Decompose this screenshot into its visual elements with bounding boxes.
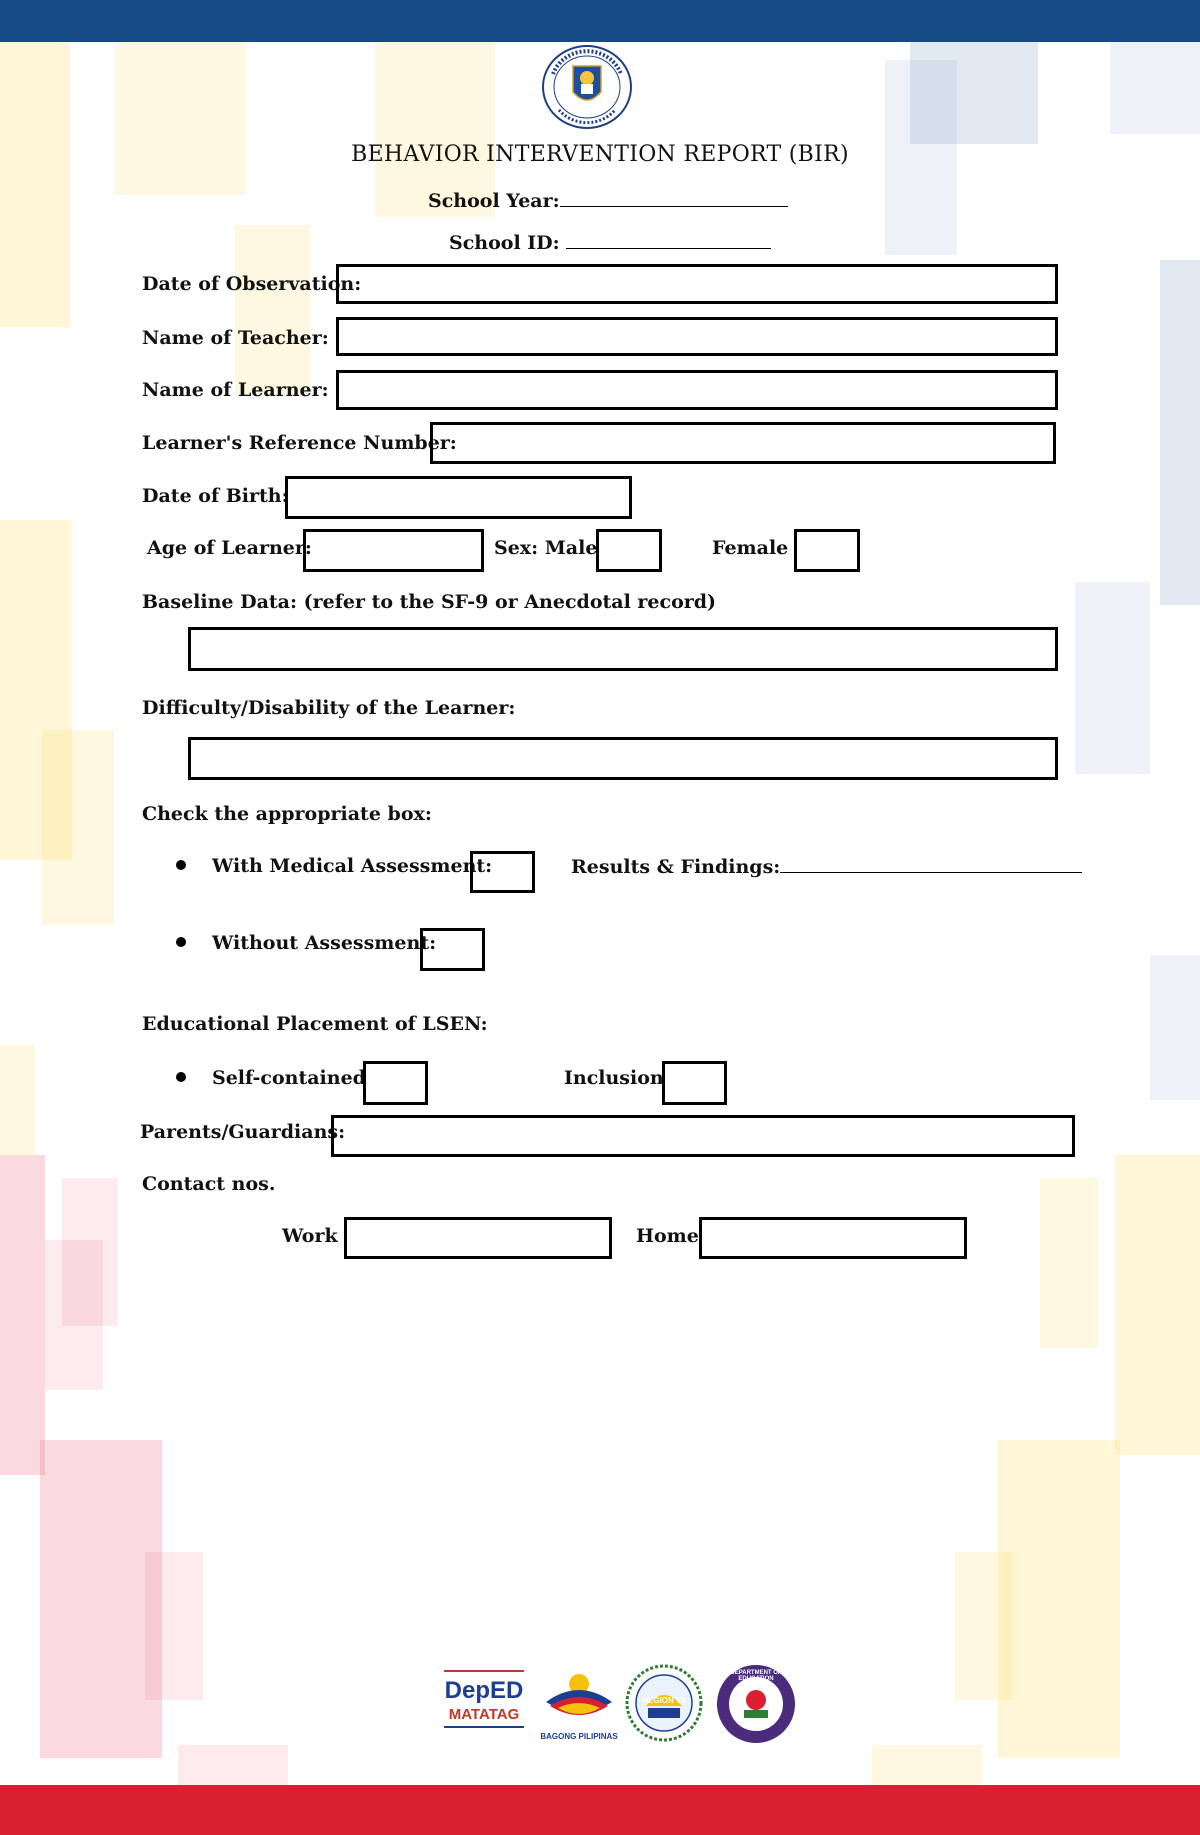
name-of-learner-field[interactable]: [336, 370, 1058, 410]
without-assessment-label: Without Assessment:: [212, 932, 437, 954]
report-title: BEHAVIOR INTERVENTION REPORT (BIR): [351, 142, 849, 167]
baseline-data-label: Baseline Data: (refer to the SF-9 or Anecdotal record): [142, 591, 717, 613]
parents-guardians-label: Parents/Guardians:: [140, 1121, 346, 1143]
age-of-learner-field[interactable]: [303, 529, 484, 572]
inclusion-label: Inclusion: [564, 1067, 664, 1089]
matatag-logo-text: MATATAG: [448, 1706, 520, 1723]
results-findings-label: Results & Findings:: [571, 856, 781, 878]
results-findings-line[interactable]: [780, 854, 1082, 873]
date-of-birth-field[interactable]: [285, 476, 632, 519]
deped-matatag-logo: [444, 1668, 524, 1738]
contact-heading: Contact nos.: [142, 1173, 276, 1195]
sex-male-label: Sex: Male: [494, 537, 598, 559]
self-contained-checkbox[interactable]: [363, 1061, 428, 1105]
female-checkbox[interactable]: [794, 529, 860, 572]
inclusion-checkbox[interactable]: [662, 1061, 727, 1105]
name-of-teacher-label: Name of Teacher:: [142, 327, 329, 349]
work-phone-field[interactable]: [344, 1217, 612, 1259]
difficulty-field[interactable]: [188, 737, 1058, 780]
bullet-icon: [176, 860, 186, 870]
parents-guardians-field[interactable]: [331, 1115, 1075, 1157]
date-of-birth-label: Date of Birth:: [142, 485, 289, 507]
division-logo: [714, 1664, 798, 1744]
region-text: REGION VII: [642, 1696, 686, 1705]
lrn-field[interactable]: [430, 422, 1056, 464]
bullet-icon: [176, 1072, 186, 1082]
without-assessment-checkbox[interactable]: [420, 928, 485, 971]
school-id-line[interactable]: [566, 230, 771, 249]
placement-heading: Educational Placement of LSEN:: [142, 1013, 488, 1035]
with-medical-label: With Medical Assessment:: [212, 855, 493, 877]
school-id-label: School ID:: [449, 232, 560, 254]
date-of-observation-field[interactable]: [336, 264, 1058, 304]
deped-seal-icon: [541, 44, 633, 130]
results-findings-row: [571, 854, 1082, 879]
top-color-bar: [0, 0, 1200, 42]
school-id-row: [449, 230, 771, 255]
date-of-observation-label: Date of Observation:: [142, 273, 362, 295]
with-medical-checkbox[interactable]: [470, 851, 535, 893]
difficulty-label: Difficulty/Disability of the Learner:: [142, 697, 516, 719]
bullet-icon: [176, 937, 186, 947]
name-of-learner-label: Name of Learner:: [142, 379, 329, 401]
school-year-row: [428, 188, 788, 213]
assessment-heading: Check the appropriate box:: [142, 803, 432, 825]
division-text: DEPARTMENT OF EDUCATION: [730, 1670, 782, 1682]
lrn-label: Learner's Reference Number:: [142, 432, 457, 454]
age-of-learner-label: Age of Learner:: [147, 537, 312, 559]
work-label: Work: [282, 1225, 338, 1247]
deped-logo-text: DepED: [444, 1677, 524, 1704]
male-checkbox[interactable]: [596, 529, 662, 572]
bottom-color-bar: [0, 1785, 1200, 1835]
school-year-label: School Year:: [428, 190, 560, 212]
name-of-teacher-field[interactable]: [336, 317, 1058, 356]
bagong-pilipinas-logo: [540, 1664, 618, 1742]
baseline-data-field[interactable]: [188, 627, 1058, 671]
bagong-pilipinas-icon: [540, 1664, 618, 1728]
bagong-pilipinas-text: BAGONG PILIPINAS: [540, 1732, 618, 1741]
female-label: Female: [712, 537, 789, 559]
region-vii-logo: [624, 1664, 704, 1742]
home-phone-field[interactable]: [699, 1217, 967, 1259]
self-contained-label: Self-contained: [212, 1067, 366, 1089]
home-label: Home: [636, 1225, 699, 1247]
school-year-line[interactable]: [560, 188, 788, 207]
